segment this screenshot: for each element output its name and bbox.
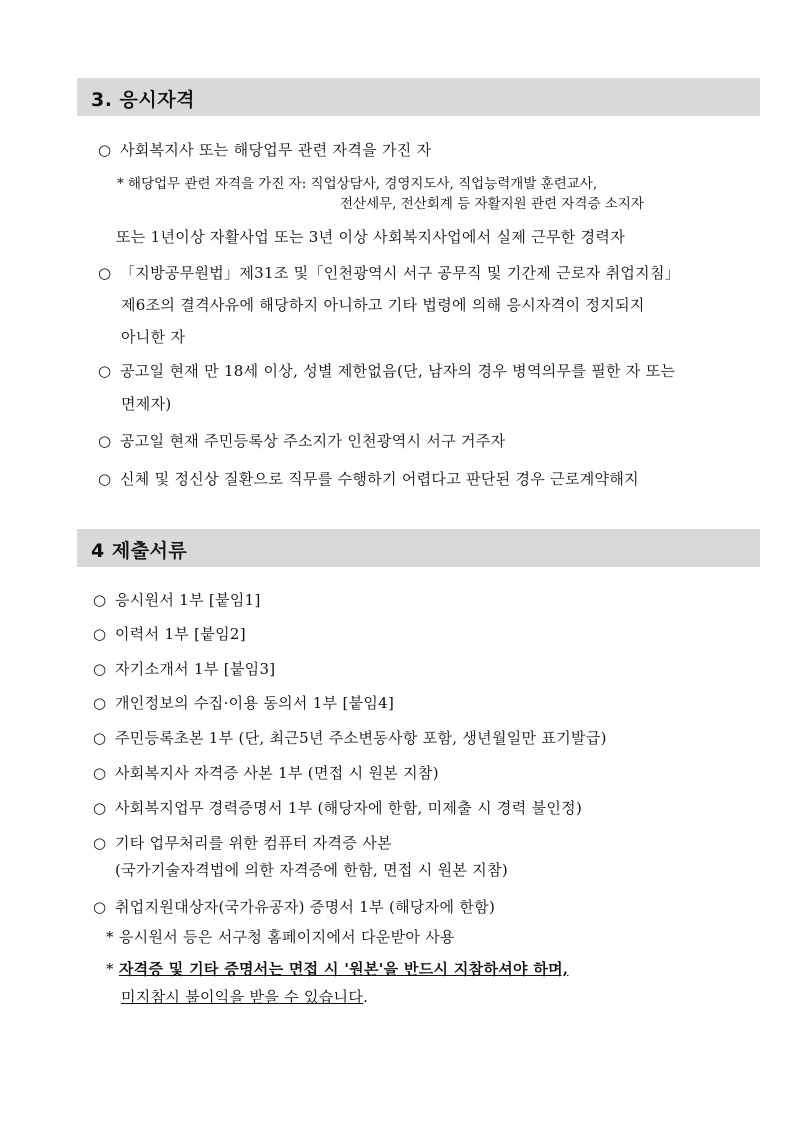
document-item-4: ○ 개인정보의 수집·이용 동의서 1부 [붙임4] xyxy=(93,694,395,712)
bullet-circle: ○ xyxy=(93,591,107,609)
document-item-3: ○ 자기소개서 1부 [붙임3] xyxy=(93,660,276,678)
eligibility-item-5: ○ 신체 및 정신상 질환으로 직무를 수행하기 어렵다고 판단된 경우 근로계약해지 xyxy=(98,470,639,488)
eligibility-note: * 해당업무 관련 자격을 가진 자: 직업상담사, 경영지도사, 직업능력개발 훈련교사, xyxy=(117,176,598,192)
eligibility-item-2-cont: 아니한 자 xyxy=(121,328,186,346)
document-item-1: ○ 응시원서 1부 [붙임1] xyxy=(93,591,261,609)
document-item-5: ○ 주민등록초본 1부 (단, 최근5년 주소변동사항 포함, 생년월일만 표기발급) xyxy=(93,729,607,747)
eligibility-item-2: ○ 「지방공무원법」제31조 및「인천광역시 서구 공무직 및 기간제 근로자 취업지침」 xyxy=(98,264,681,282)
document-note-2 xyxy=(106,958,568,979)
bullet-circle: ○ xyxy=(93,625,107,643)
document-item-8-cont: (국가기술자격법에 의한 자격증에 한함, 면접 시 원본 지참) xyxy=(115,861,509,879)
eligibility-note-cont: 전산세무, 전산회계 등 자활지원 관련 자격증 소지자 xyxy=(340,196,644,212)
section-4-header xyxy=(77,529,760,567)
document-item-6: ○ 사회복지사 자격증 사본 1부 (면접 시 원본 지참) xyxy=(93,764,439,782)
eligibility-item-3-cont: 면제자) xyxy=(121,395,172,413)
bullet-circle: ○ xyxy=(98,470,112,488)
eligibility-item-4: ○ 공고일 현재 주민등록상 주소지가 인천광역시 서구 거주자 xyxy=(98,432,506,450)
bullet-circle: ○ xyxy=(93,729,107,747)
section-4-title: 4 제출서류 xyxy=(91,540,188,562)
section-3-header xyxy=(77,78,760,116)
eligibility-item-2-cont: 제6조의 결격사유에 해당하지 아니하고 기타 법령에 의해 응시자격이 정지되지 xyxy=(121,296,645,314)
document-item-9: ○ 취업지원대상자(국가유공자) 증명서 1부 (해당자에 한함) xyxy=(93,898,496,916)
eligibility-or-line: 또는 1년이상 자활사업 또는 3년 이상 사회복지사업에서 실제 근무한 경력자 xyxy=(116,228,626,246)
document-item-7: ○ 사회복지업무 경력증명서 1부 (해당자에 한함, 미제출 시 경력 불인정) xyxy=(93,799,583,817)
bullet-circle: ○ xyxy=(93,799,107,817)
section-3-title: 3. 응시자격 xyxy=(91,89,195,111)
bullet-circle: ○ xyxy=(93,660,107,678)
bullet-circle: ○ xyxy=(98,264,112,282)
bullet-circle: ○ xyxy=(93,764,107,782)
bullet-circle: ○ xyxy=(98,141,112,159)
original-required-warning: 자격증 및 기타 증명서는 면접 시 '원본'을 반드시 지참하셔야 하며, xyxy=(118,960,569,978)
note-marker: * xyxy=(106,928,114,946)
document-item-2: ○ 이력서 1부 [붙임2] xyxy=(93,625,246,643)
document-note-1: * 응시원서 등은 서구청 홈페이지에서 다운받아 사용 xyxy=(106,928,455,946)
eligibility-item-3: ○ 공고일 현재 만 18세 이상, 성별 제한없음(단, 남자의 경우 병역의무를 필한 자 또는 xyxy=(98,362,676,380)
document-note-2-cont: 미지참시 불이익을 받을 수 있습니다. xyxy=(121,988,369,1006)
bullet-circle: ○ xyxy=(93,898,107,916)
note-marker: * xyxy=(106,960,114,978)
document-item-8: ○ 기타 업무처리를 위한 컴퓨터 자격증 사본 xyxy=(93,834,392,852)
bullet-circle: ○ xyxy=(93,694,107,712)
bullet-circle: ○ xyxy=(98,362,112,380)
bullet-circle: ○ xyxy=(98,432,112,450)
eligibility-item-1: ○ 사회복지사 또는 해당업무 관련 자격을 가진 자 xyxy=(98,141,432,159)
bullet-circle: ○ xyxy=(93,834,107,852)
note-marker: * xyxy=(117,176,124,192)
